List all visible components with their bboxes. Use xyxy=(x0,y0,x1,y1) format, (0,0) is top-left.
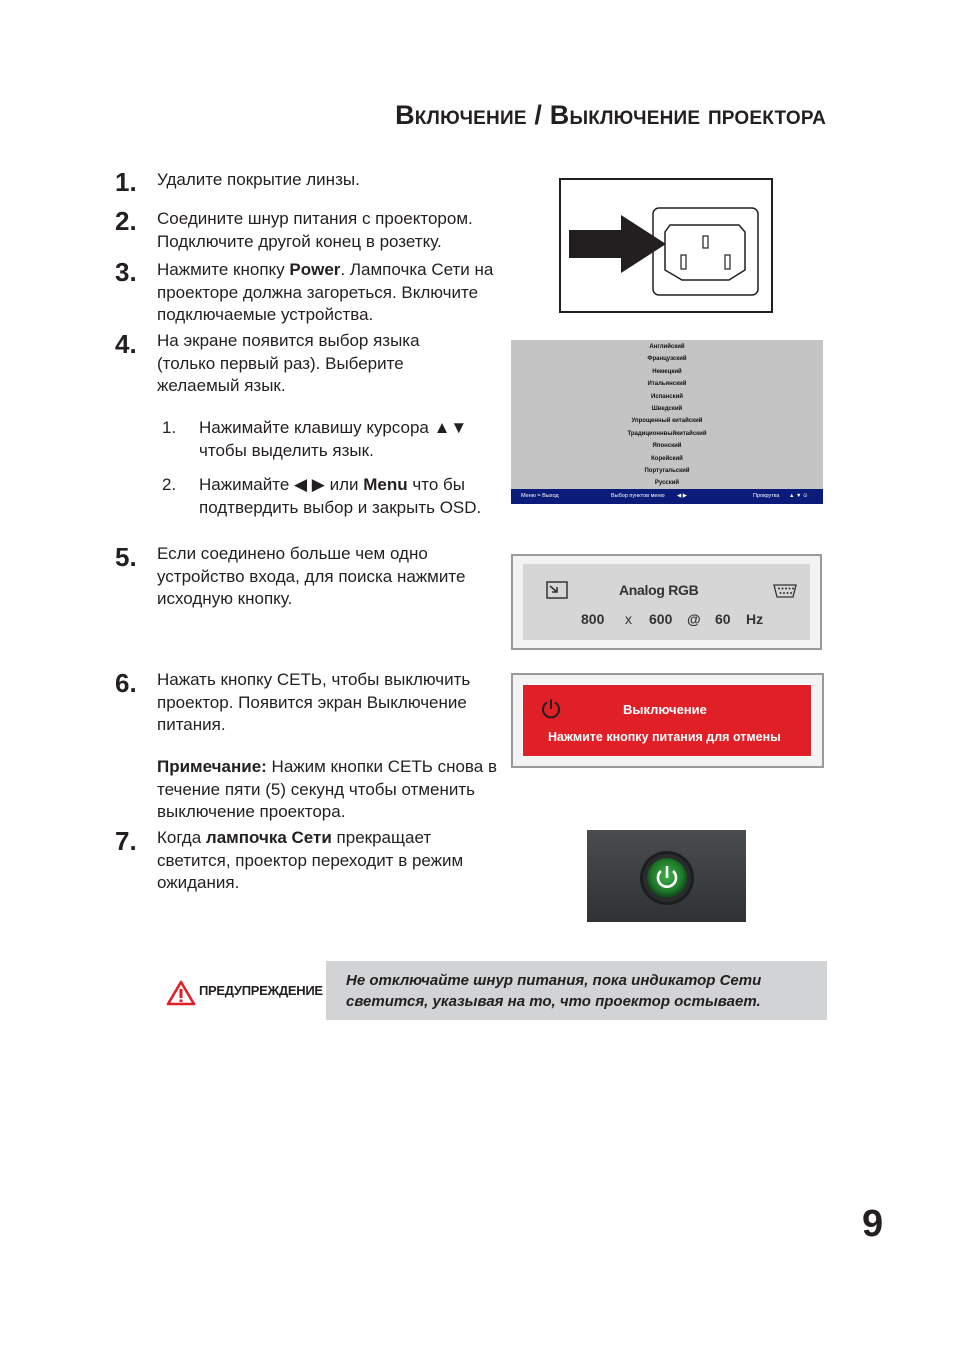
substep-text-2-pre: Нажимайте ◀ ▶ или xyxy=(199,475,364,494)
substep-number-1: 1. xyxy=(162,418,177,437)
step-text-5: Если соединено больше чем одно устройство входа, для поиска нажмите исходную кнопку. xyxy=(157,544,466,608)
language-option[interactable]: Корейский xyxy=(651,455,683,462)
language-option[interactable]: Шведский xyxy=(651,405,683,412)
power-socket-icon xyxy=(561,180,771,311)
step-text-7-post: прекращает светится, проектор переходит в режим ожидания. xyxy=(157,828,464,892)
language-option[interactable]: Японский xyxy=(652,443,682,450)
language-list xyxy=(511,341,823,490)
page-number: 9 xyxy=(862,1203,884,1245)
step-number-1: 1. xyxy=(115,167,137,197)
step-text-2-line1: Соедините шнур питания с проектором. xyxy=(157,209,473,228)
language-option[interactable]: Упрощенный китайский xyxy=(631,418,703,425)
warning-line-1: Не отключайте шнур питания, пока индикатор Сети xyxy=(346,972,762,989)
language-option[interactable]: Испанский xyxy=(651,393,683,400)
language-option[interactable]: Французский xyxy=(647,356,687,363)
step-text-2-line2: Подключите другой конец в розетку. xyxy=(157,231,442,251)
source-icon xyxy=(546,581,568,599)
warning-line-2: светится, указывая на то, что проектор остывает. xyxy=(346,993,761,1010)
language-option[interactable]: Русский xyxy=(654,480,680,487)
power-button-icon xyxy=(587,830,746,922)
substep-number-2: 2. xyxy=(162,475,177,494)
warning-message xyxy=(326,961,827,1020)
substep-text-1: Нажимайте клавишу курсора ▲▼ чтобы выделить язык. xyxy=(199,418,468,460)
source-info-box xyxy=(511,554,822,650)
step-number-5: 5. xyxy=(115,542,137,572)
step-text-3-post: . Лампочка Сети на проекторе должна загореться. Включите подключаемые устройства. xyxy=(157,260,494,324)
resolution-width: 800 xyxy=(581,611,605,627)
step-number-6: 6. xyxy=(115,668,137,698)
page-title: Включение / Выключение проектора xyxy=(395,100,826,130)
language-option[interactable]: Португальский xyxy=(644,467,690,474)
language-option[interactable]: Итальянский xyxy=(647,381,687,388)
refresh-rate: 60 xyxy=(715,611,731,627)
step-number-7: 7. xyxy=(115,826,137,856)
step-number-4: 4. xyxy=(115,329,137,359)
osd-bar-left: Меню = Выход xyxy=(521,493,559,499)
power-off-panel xyxy=(522,684,812,757)
step-text-7-pre: Когда xyxy=(157,828,206,847)
warning-triangle-icon xyxy=(166,980,196,1006)
substep-text-2-post: что бы подтвердить выбор и закрыть OSD. xyxy=(199,475,482,517)
osd-bar-center: Выбор пунктов меню xyxy=(611,493,665,499)
osd-bar-right-arrows-icon: ▲ ▼ ⊙ xyxy=(789,493,808,499)
step-text-7-bold: лампочка Сети xyxy=(205,828,332,847)
resolution-height: 600 xyxy=(649,611,673,627)
osd-bar-center-arrows-icon: ◀ ▶ xyxy=(677,493,687,499)
language-option[interactable]: Английский xyxy=(649,344,685,350)
note-label: Примечание: xyxy=(157,757,267,776)
warning-label xyxy=(166,980,196,1011)
step-text-4: На экране появится выбор языка (только первый раз). Выберите желаемый язык. xyxy=(157,331,420,395)
step-text-7 xyxy=(157,827,502,895)
power-button-photo xyxy=(587,830,746,922)
vga-port-icon xyxy=(773,584,797,598)
step-text-6: Нажать кнопку СЕТЬ, чтобы выключить проектор. Появится экран Выключение питания. xyxy=(157,670,471,734)
warning-title: ПРЕДУПРЕЖДЕНИЕ xyxy=(199,983,323,998)
language-option[interactable]: Немецкий xyxy=(652,368,682,375)
language-osd xyxy=(511,340,823,504)
source-info-panel xyxy=(523,564,810,640)
osd-status-bar xyxy=(511,489,823,504)
step-note-6 xyxy=(157,756,502,824)
power-socket-figure xyxy=(559,178,773,313)
power-off-dialog xyxy=(511,673,824,768)
step-number-3: 3. xyxy=(115,257,137,287)
note-text: Нажим кнопки СЕТЬ снова в течение пяти (5) секунд чтобы отменить выключение проектора. xyxy=(157,757,497,821)
source-title: Analog RGB xyxy=(619,582,699,598)
substep-text-2-bold: Menu xyxy=(363,475,408,494)
step-text-3-pre: Нажмите кнопку xyxy=(157,260,290,279)
substep-text-2 xyxy=(199,474,499,519)
step-text-1: Удалите покрытие линзы. xyxy=(157,170,360,189)
language-option[interactable]: Традиционнвыйкитайский xyxy=(627,430,707,437)
power-off-subtitle: Нажмите кнопку питания для отмены xyxy=(548,730,781,744)
power-icon xyxy=(540,698,562,720)
power-off-title: Выключение xyxy=(623,702,707,717)
step-text-3 xyxy=(157,259,502,327)
osd-bar-right: Прокрутка xyxy=(753,493,780,499)
step-number-2: 2. xyxy=(115,206,137,236)
step-text-2 xyxy=(157,208,509,253)
refresh-unit: Hz xyxy=(746,611,764,627)
resolution-x: x xyxy=(625,611,632,627)
resolution-at: @ xyxy=(687,611,701,627)
step-text-3-bold: Power xyxy=(289,260,341,279)
